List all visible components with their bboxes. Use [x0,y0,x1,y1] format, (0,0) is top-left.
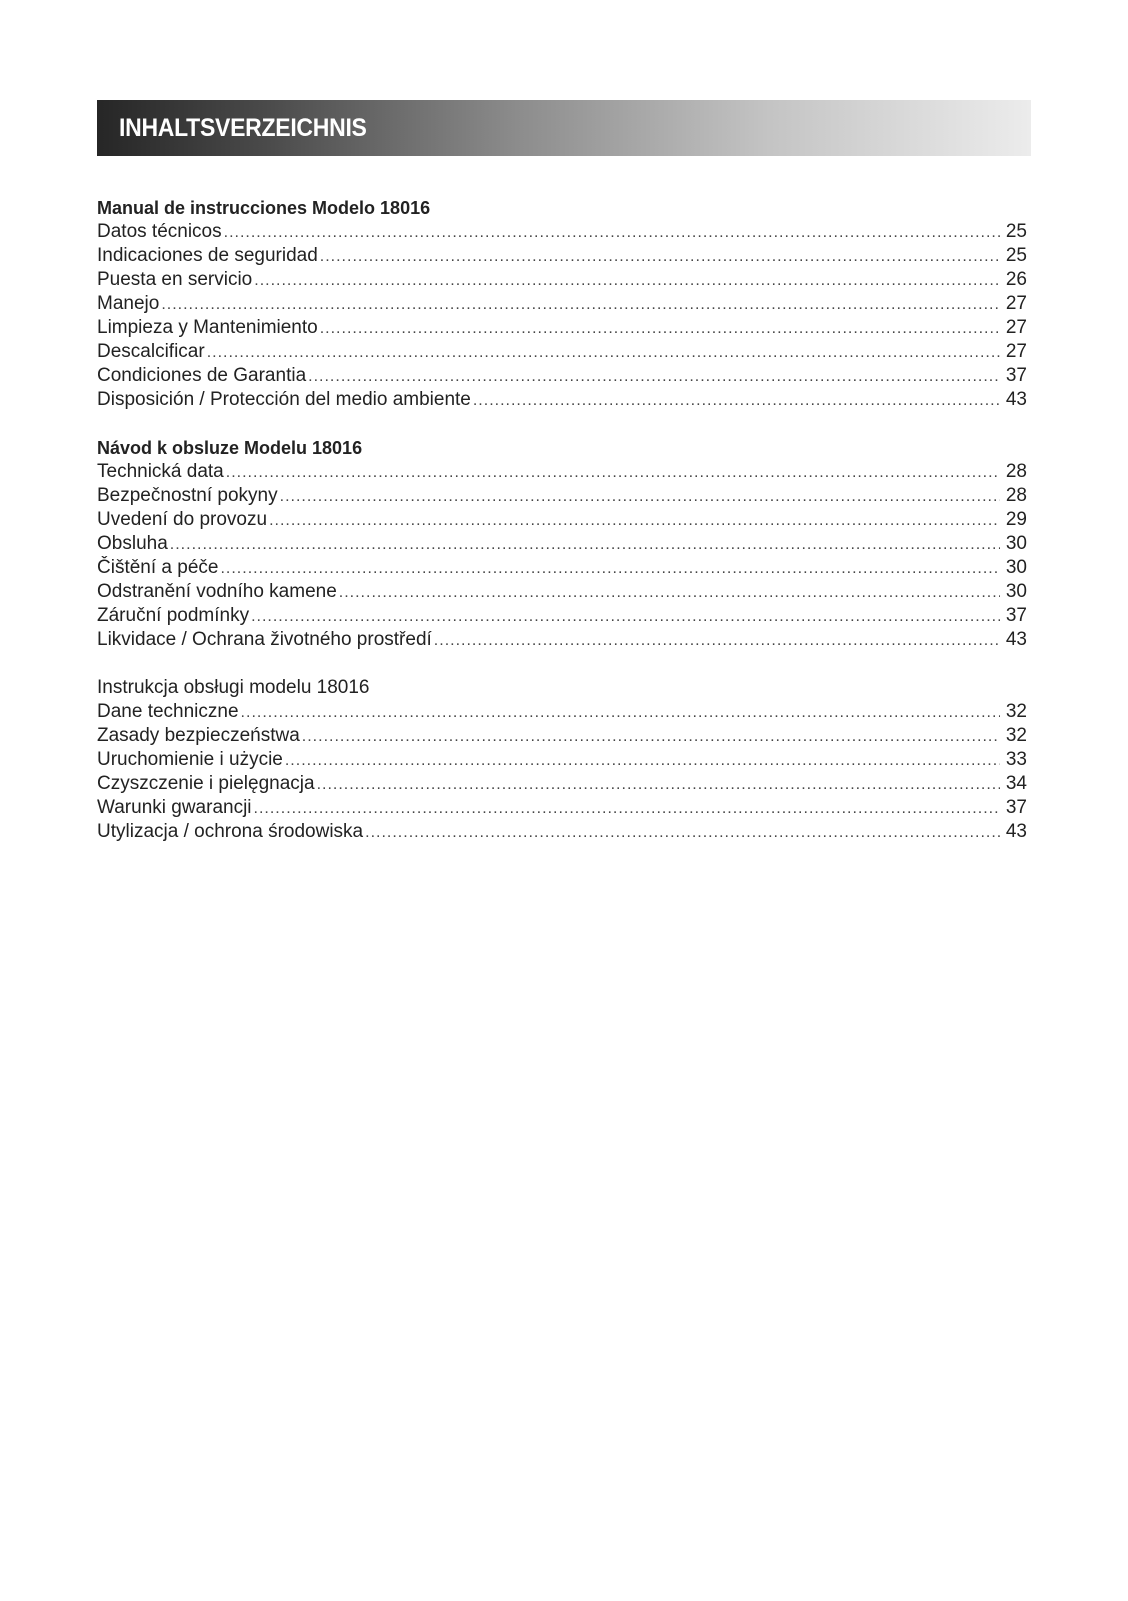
toc-entry-page: 37 [1005,797,1027,818]
toc-entry-label: Bezpečnostní pokyny [97,485,278,506]
toc-section-czech [97,436,1027,652]
toc-entry-page: 27 [1005,317,1027,338]
toc-entry [97,340,1027,364]
leader-dots [317,773,1000,796]
toc-entry [97,508,1027,532]
toc-entry-label: Zasady bezpieczeństwa [97,725,300,746]
toc-entry-label: Technická data [97,461,224,482]
toc-entry-label: Indicaciones de seguridad [97,245,318,266]
toc-entry [97,820,1027,844]
toc-entry-label: Puesta en servicio [97,269,253,290]
toc-entry [97,460,1027,484]
toc-entry-page: 30 [1005,581,1027,602]
toc-entry-label: Odstranění vodního kamene [97,581,337,602]
section-title: Instrukcja obsługi modelu 18016 [97,677,370,698]
leader-dots [365,821,1000,844]
toc-entry-page: 37 [1005,605,1027,626]
toc-entry-page: 43 [1005,389,1027,410]
toc-entry [97,556,1027,580]
toc-entry-page: 26 [1005,269,1027,290]
leader-dots [226,461,1000,484]
toc-entry-page: 32 [1005,701,1027,722]
leader-dots [280,485,1000,508]
toc-entry-page: 28 [1005,461,1027,482]
leader-dots [170,533,1000,556]
toc-entry-label: Čištění a péče [97,557,219,578]
table-of-contents [97,196,1027,868]
toc-entry [97,628,1027,652]
toc-entry [97,700,1027,724]
toc-entry-page: 37 [1005,365,1027,386]
toc-entry-label: Disposición / Protección del medio ambiente [97,389,471,410]
toc-entry [97,724,1027,748]
toc-entry-label: Descalcificar [97,341,205,362]
toc-entry-page: 30 [1005,557,1027,578]
toc-entry [97,484,1027,508]
toc-entry [97,532,1027,556]
leader-dots [269,509,1000,532]
page-title: INHALTSVERZEICHNIS [119,113,367,142]
toc-entry-page: 29 [1005,509,1027,530]
toc-entry [97,268,1027,292]
leader-dots [161,293,1000,316]
leader-dots [434,629,1000,652]
toc-entry-label: Uvedení do provozu [97,509,268,530]
header-bar [97,100,1031,156]
toc-entry [97,772,1027,796]
toc-entry [97,604,1027,628]
toc-entry-page: 28 [1005,485,1027,506]
leader-dots [251,605,1000,628]
toc-entry-page: 33 [1005,749,1027,770]
toc-entry-page: 43 [1005,821,1027,842]
leader-dots [241,701,1000,724]
toc-entry-page: 27 [1005,293,1027,314]
toc-entry-label: Limpieza y Mantenimiento [97,317,318,338]
toc-entry [97,580,1027,604]
leader-dots [302,725,1000,748]
section-title: Návod k obsluze Modelu 18016 [97,438,363,458]
toc-entry [97,388,1027,412]
toc-entry [97,364,1027,388]
leader-dots [254,269,1000,292]
toc-entry-page: 34 [1005,773,1027,794]
toc-entry-label: Czyszczenie i pielęgnacja [97,773,315,794]
toc-entry-label: Datos técnicos [97,221,222,242]
leader-dots [320,317,1000,340]
leader-dots [254,797,1000,820]
toc-entry [97,220,1027,244]
toc-entry [97,796,1027,820]
toc-section-polish [97,676,1027,844]
toc-entry [97,244,1027,268]
toc-entry-label: Condiciones de Garantia [97,365,307,386]
leader-dots [285,749,1000,772]
toc-entry-label: Manejo [97,293,160,314]
toc-section-spanish [97,196,1027,412]
toc-entry-label: Záruční podmínky [97,605,250,626]
toc-entry [97,292,1027,316]
toc-entry-page: 25 [1005,221,1027,242]
section-title: Manual de instrucciones Modelo 18016 [97,198,431,218]
toc-entry [97,748,1027,772]
leader-dots [320,245,1000,268]
toc-entry-page: 43 [1005,629,1027,650]
toc-entry-page: 27 [1005,341,1027,362]
toc-entry-label: Uruchomienie i użycie [97,749,283,770]
toc-entry-label: Utylizacja / ochrona środowiska [97,821,364,842]
leader-dots [339,581,1000,604]
toc-entry-label: Obsluha [97,533,168,554]
toc-entry-page: 30 [1005,533,1027,554]
toc-entry-page: 25 [1005,245,1027,266]
leader-dots [473,389,1000,412]
toc-entry-label: Dane techniczne [97,701,239,722]
leader-dots [224,221,1000,244]
leader-dots [308,365,1000,388]
leader-dots [220,557,999,580]
leader-dots [207,341,1000,364]
toc-entry [97,316,1027,340]
toc-entry-page: 32 [1005,725,1027,746]
toc-entry-label: Warunki gwarancji [97,797,252,818]
toc-entry-label: Likvidace / Ochrana životného prostředí [97,629,432,650]
